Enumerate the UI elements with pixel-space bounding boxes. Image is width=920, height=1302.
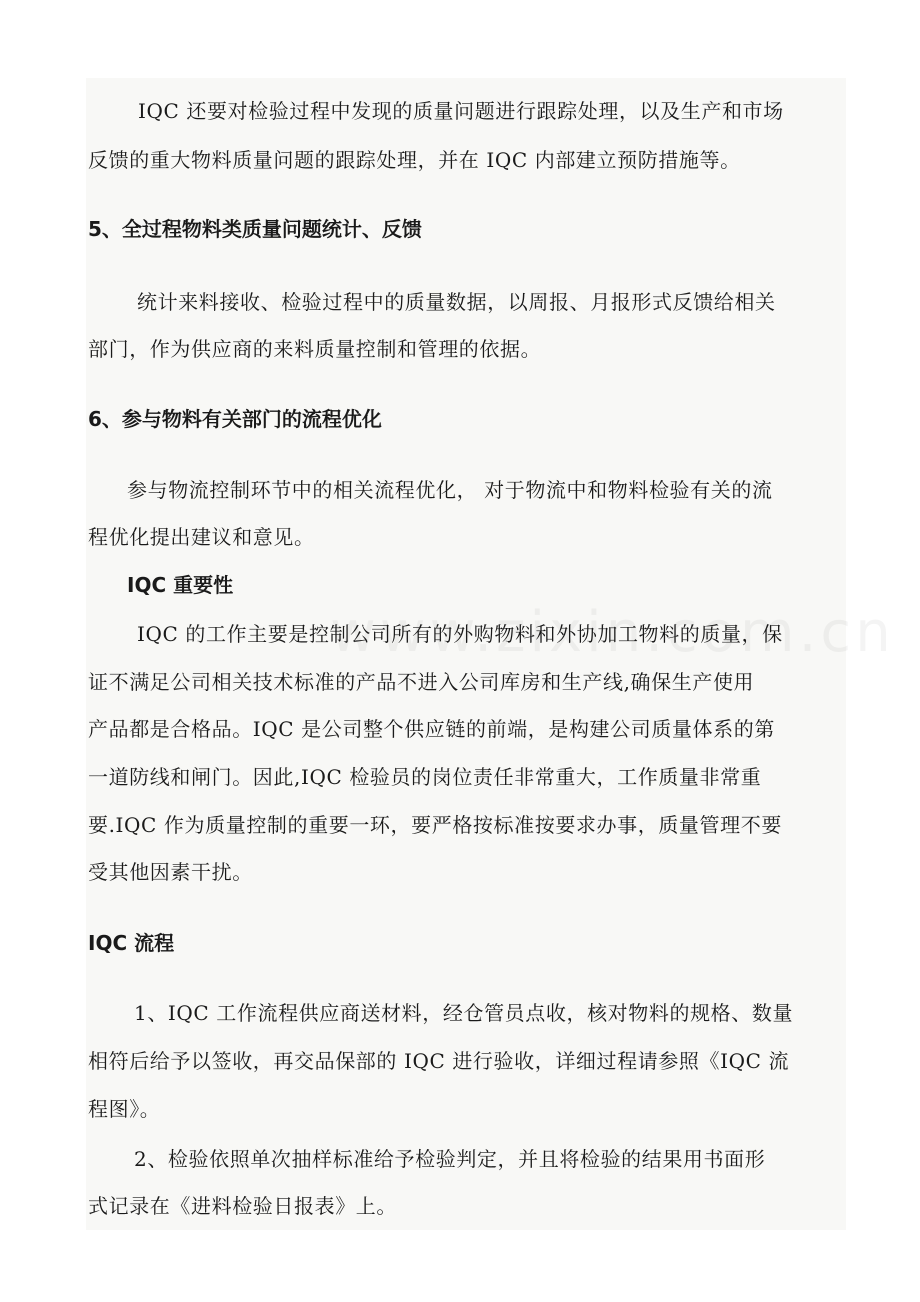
paragraph-line: 参与物流控制环节中的相关流程优化， 对于物流中和物料检验有关的流 bbox=[127, 478, 773, 502]
paragraph-line: 反馈的重大物料质量问题的跟踪处理，并在 IQC 内部建立预防措施等。 bbox=[88, 148, 741, 172]
paragraph-line: 式记录在《进料检验日报表》上。 bbox=[88, 1194, 397, 1218]
paragraph-line: 程优化提出建议和意见。 bbox=[88, 525, 315, 549]
section-heading: 5、全过程物料类质量问题统计、反馈 bbox=[88, 217, 422, 241]
section-heading: 6、参与物料有关部门的流程优化 bbox=[88, 407, 382, 431]
paragraph-line: 一道防线和闸门。因此,IQC 检验员的岗位责任非常重大，工作质量非常重 bbox=[88, 765, 762, 789]
paragraph-line: 产品都是合格品。IQC 是公司整个供应链的前端，是构建公司质量体系的第 bbox=[88, 717, 775, 741]
paragraph-line: IQC 还要对检验过程中发现的质量问题进行跟踪处理，以及生产和市场 bbox=[138, 99, 784, 123]
paragraph-line: 程图》。 bbox=[88, 1097, 161, 1121]
paragraph-line: 相符后给予以签收，再交品保部的 IQC 进行验收，详细过程请参照《IQC 流 bbox=[88, 1049, 790, 1073]
paragraph-line: 证不满足公司相关技术标准的产品不进入公司库房和生产线,确保生产使用 bbox=[88, 670, 755, 694]
paragraph-line: 统计来料接收、检验过程中的质量数据，以周报、月报形式反馈给相关 bbox=[137, 290, 776, 314]
paragraph-line: IQC 的工作主要是控制公司所有的外购物料和外协加工物料的质量，保 bbox=[137, 622, 783, 646]
paragraph-line: 要.IQC 作为质量控制的重要一环，要严格按标准按要求办事，质量管理不要 bbox=[88, 813, 782, 837]
section-heading: IQC 流程 bbox=[88, 931, 175, 955]
paragraph-line: 1、IQC 工作流程供应商送材料，经仓管员点收，核对物料的规格、数量 bbox=[134, 1001, 794, 1025]
paragraph-line: 部门，作为供应商的来料质量控制和管理的依据。 bbox=[88, 337, 542, 361]
paragraph-line: 2、检验依照单次抽样标准给予检验判定，并且将检验的结果用书面形 bbox=[134, 1147, 766, 1171]
section-heading: IQC 重要性 bbox=[127, 573, 234, 597]
paragraph-line: 受其他因素干扰。 bbox=[88, 860, 253, 884]
